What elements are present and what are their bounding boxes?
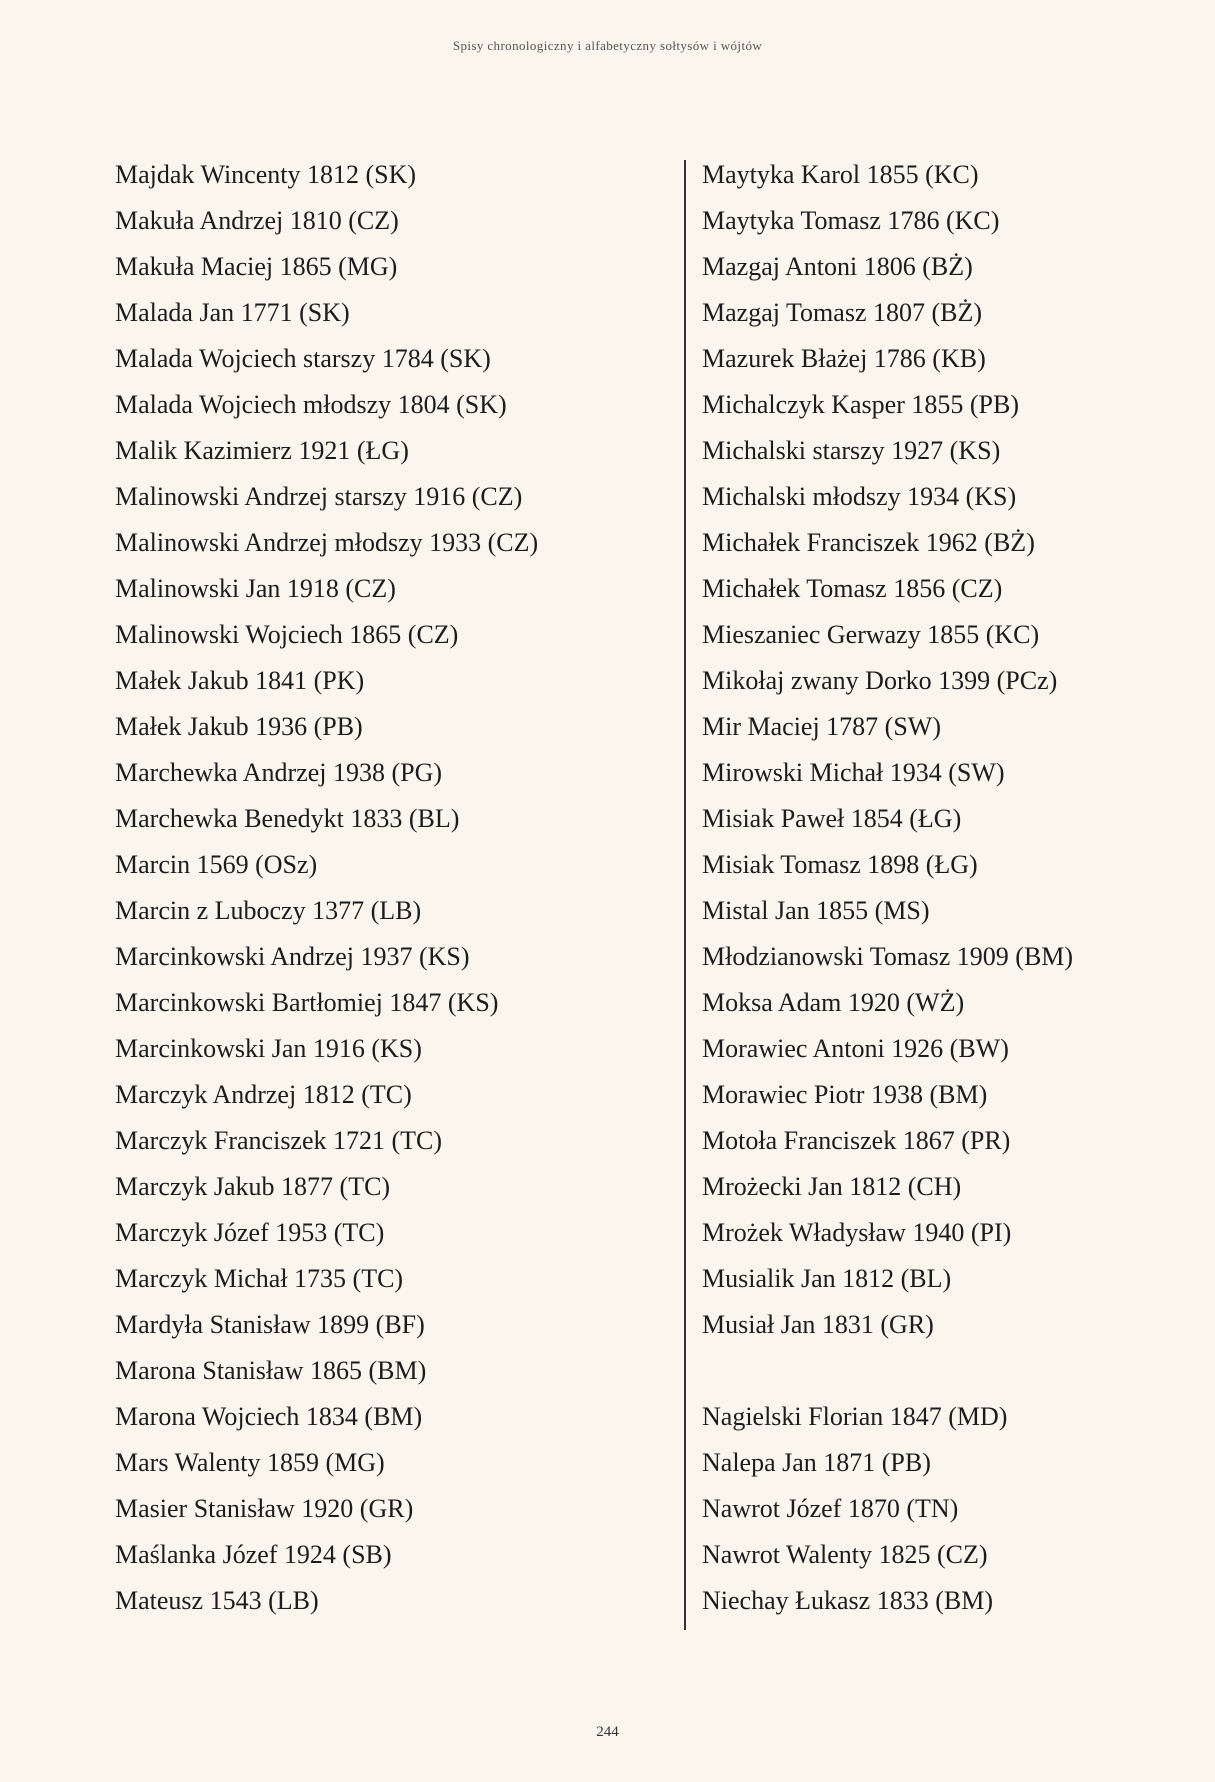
index-entry: Mir Maciej 1787 (SW) — [702, 712, 942, 741]
index-entry: Nawrot Walenty 1825 (CZ) — [702, 1540, 988, 1569]
index-entry: Marczyk Andrzej 1812 (TC) — [115, 1080, 412, 1109]
index-entry: Musiał Jan 1831 (GR) — [702, 1310, 934, 1339]
index-entry: Mazgaj Tomasz 1807 (BŻ) — [702, 298, 983, 327]
index-entry: Mrożek Władysław 1940 (PI) — [702, 1218, 1012, 1247]
index-entry: Maślanka Józef 1924 (SB) — [115, 1540, 392, 1569]
index-entry: Maytyka Tomasz 1786 (KC) — [702, 206, 1000, 235]
index-entry: Misiak Tomasz 1898 (ŁG) — [702, 850, 978, 879]
index-entry: Marczyk Jakub 1877 (TC) — [115, 1172, 391, 1201]
index-entry: Nawrot Józef 1870 (TN) — [702, 1494, 959, 1523]
index-entry: Moksa Adam 1920 (WŻ) — [702, 988, 965, 1017]
index-entry: Nagielski Florian 1847 (MD) — [702, 1402, 1008, 1431]
index-entry: Marchewka Benedykt 1833 (BL) — [115, 804, 460, 833]
index-entry: Michalski młodszy 1934 (KS) — [702, 482, 1017, 511]
index-entry: Mardyła Stanisław 1899 (BF) — [115, 1310, 425, 1339]
index-entry: Makuła Andrzej 1810 (CZ) — [115, 206, 399, 235]
index-entry: Musialik Jan 1812 (BL) — [702, 1264, 952, 1293]
index-entry: Malinowski Andrzej młodszy 1933 (CZ) — [115, 528, 539, 557]
index-entry: Malada Wojciech młodszy 1804 (SK) — [115, 390, 507, 419]
index-entry: Marcin z Luboczy 1377 (LB) — [115, 896, 422, 925]
index-entry: Mazgaj Antoni 1806 (BŻ) — [702, 252, 973, 281]
index-entry: Mazurek Błażej 1786 (KB) — [702, 344, 986, 373]
index-entry: Marczyk Józef 1953 (TC) — [115, 1218, 385, 1247]
index-entry: Misiak Paweł 1854 (ŁG) — [702, 804, 962, 833]
index-entry: Morawiec Antoni 1926 (BW) — [702, 1034, 1009, 1063]
index-entry: Niechay Łukasz 1833 (BM) — [702, 1586, 993, 1615]
index-entry: Marona Stanisław 1865 (BM) — [115, 1356, 427, 1385]
letter-gap — [702, 1348, 1192, 1394]
index-column-right — [702, 152, 1192, 1624]
index-entry: Michalski starszy 1927 (KS) — [702, 436, 1001, 465]
page-number: 244 — [596, 1724, 619, 1740]
index-entry: Mieszaniec Gerwazy 1855 (KC) — [702, 620, 1040, 649]
index-entry: Marczyk Franciszek 1721 (TC) — [115, 1126, 443, 1155]
index-column-left — [115, 152, 675, 1624]
index-entry: Marchewka Andrzej 1938 (PG) — [115, 758, 443, 787]
index-entry: Michałek Franciszek 1962 (BŻ) — [702, 528, 1035, 557]
index-entry: Malik Kazimierz 1921 (ŁG) — [115, 436, 409, 465]
index-entry: Marcinkowski Bartłomiej 1847 (KS) — [115, 988, 499, 1017]
index-entry: Małek Jakub 1936 (PB) — [115, 712, 363, 741]
index-entry: Marcinkowski Andrzej 1937 (KS) — [115, 942, 470, 971]
index-entry: Małek Jakub 1841 (PK) — [115, 666, 365, 695]
index-entry: Młodzianowski Tomasz 1909 (BM) — [702, 942, 1074, 971]
index-entry: Malinowski Wojciech 1865 (CZ) — [115, 620, 459, 649]
index-entry: Morawiec Piotr 1938 (BM) — [702, 1080, 988, 1109]
running-head: Spisy chronologiczny i alfabetyczny sołtysów i wójtów — [452, 38, 763, 53]
index-entry: Majdak Wincenty 1812 (SK) — [115, 160, 417, 189]
index-entry: Nalepa Jan 1871 (PB) — [702, 1448, 931, 1477]
index-entry: Masier Stanisław 1920 (GR) — [115, 1494, 414, 1523]
index-entry: Makuła Maciej 1865 (MG) — [115, 252, 398, 281]
index-entry: Malada Wojciech starszy 1784 (SK) — [115, 344, 491, 373]
index-entry: Mars Walenty 1859 (MG) — [115, 1448, 385, 1477]
index-entry: Mikołaj zwany Dorko 1399 (PCz) — [702, 666, 1058, 695]
index-entry: Marona Wojciech 1834 (BM) — [115, 1402, 423, 1431]
index-entry: Mirowski Michał 1934 (SW) — [702, 758, 1005, 787]
index-entry: Mistal Jan 1855 (MS) — [702, 896, 930, 925]
column-divider — [684, 160, 686, 1630]
index-entry: Michalczyk Kasper 1855 (PB) — [702, 390, 1019, 419]
index-entry: Maytyka Karol 1855 (KC) — [702, 160, 979, 189]
index-entry: Marcin 1569 (OSz) — [115, 850, 318, 879]
index-entry: Malinowski Jan 1918 (CZ) — [115, 574, 396, 603]
index-entry: Michałek Tomasz 1856 (CZ) — [702, 574, 1003, 603]
index-entry: Marczyk Michał 1735 (TC) — [115, 1264, 404, 1293]
index-entry: Mateusz 1543 (LB) — [115, 1586, 319, 1615]
index-entry: Malinowski Andrzej starszy 1916 (CZ) — [115, 482, 523, 511]
index-entry: Motoła Franciszek 1867 (PR) — [702, 1126, 1011, 1155]
index-entry: Malada Jan 1771 (SK) — [115, 298, 350, 327]
index-entry: Mrożecki Jan 1812 (CH) — [702, 1172, 962, 1201]
index-entry: Marcinkowski Jan 1916 (KS) — [115, 1034, 422, 1063]
